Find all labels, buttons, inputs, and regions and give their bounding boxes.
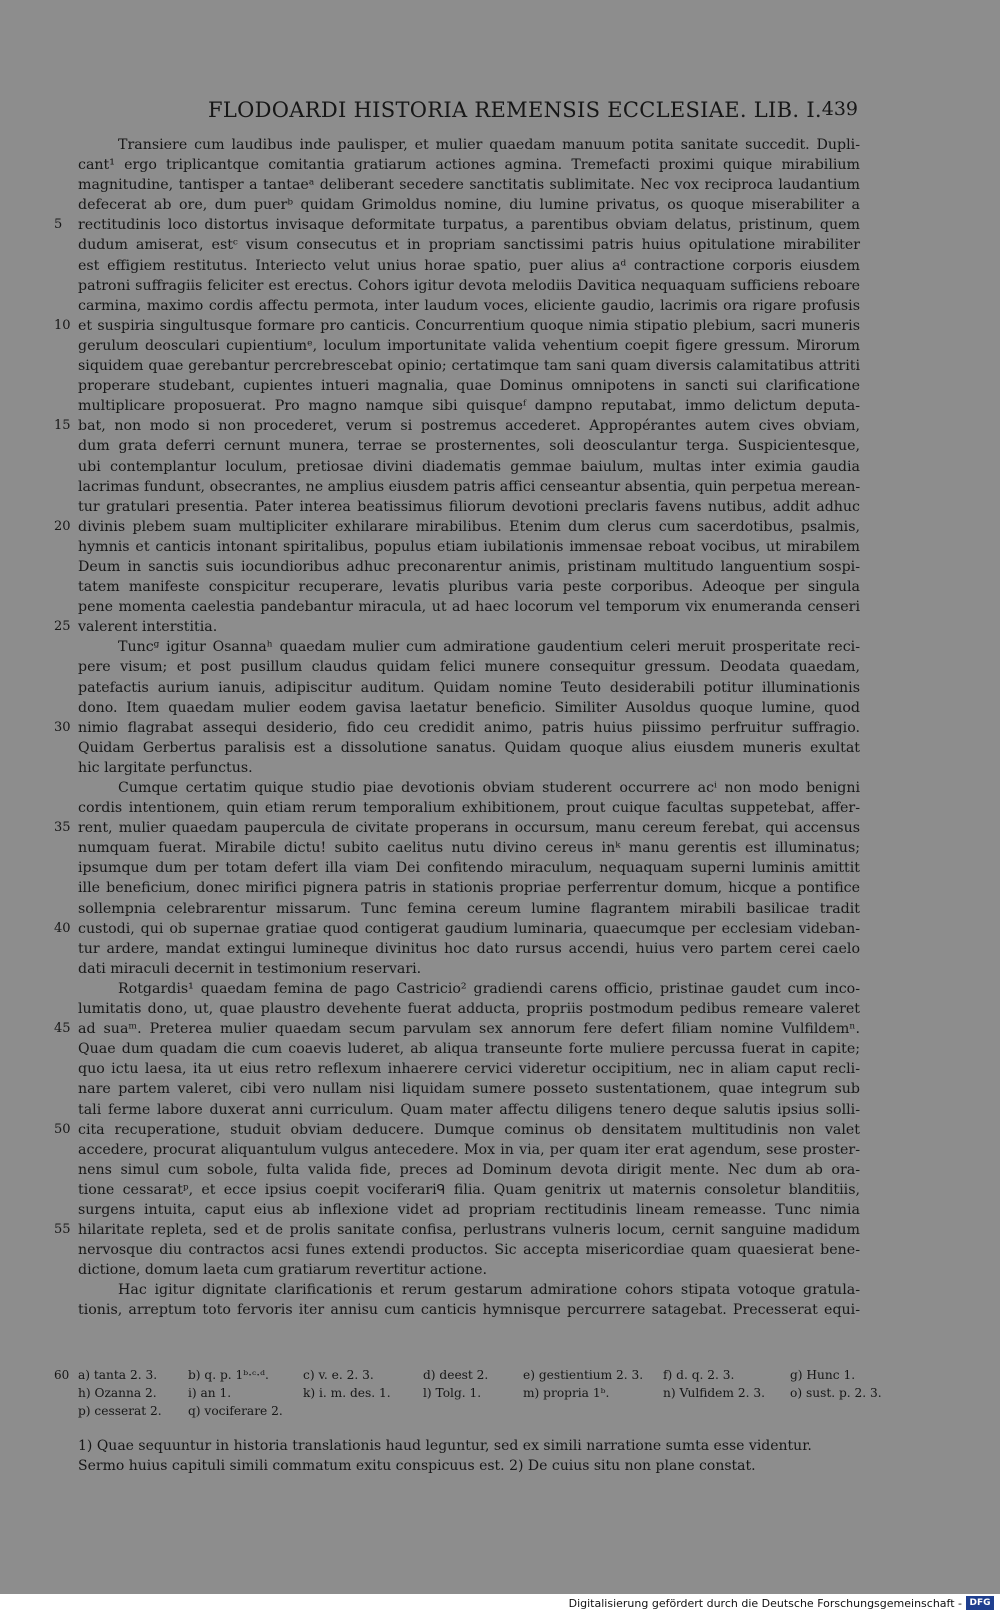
apparatus-note: d) deest 2. (423, 1368, 489, 1382)
text-line (78, 1240, 860, 1260)
line-text: cordis intentionem, quin etiam rerum temporalium exhibitionem, prout cuique facultas suppetebat, affer- (78, 800, 860, 817)
text-line (78, 899, 860, 919)
line-text: hic largitate perfunctus. (78, 759, 253, 776)
text-line (54, 1019, 860, 1039)
text-line (78, 537, 860, 557)
line-text: gerulum deosculari cupientiumᵉ, loculum importunitate valida vehentium coepit figere gressum. Mirorum (78, 337, 860, 354)
text-line (78, 276, 860, 296)
line-text: tali ferme labore duxerat anni curriculum. Quam mater affectu diligens tenero deque salutis ipsius solli- (78, 1101, 860, 1118)
text-line (78, 838, 860, 858)
text-line (78, 356, 860, 376)
text-line (78, 1200, 860, 1220)
apparatus-note: o) sust. p. 2. 3. (790, 1386, 882, 1400)
line-number: 40 (54, 920, 71, 936)
line-text: magnitudine, tantisper a tantaeᵃ deliberant secedere sanctitatis sublimitate. Nec vox reciproca laudantium (78, 177, 860, 194)
line-text: siquidem quae gerebantur percrebrescebat opinio; certatimque tam sani quam diversis calamitatibus attriti (78, 358, 860, 375)
line-text: lumitatis dono, ut, quae plaustro devehente fuerat adducta, propriis postmodum pedibus remeare valeret (78, 1001, 860, 1018)
line-text: lacrimas fundunt, obsecrantes, ne amplius eiusdem patris affici censeantur absentia, quin perpetua merean- (78, 478, 861, 495)
apparatus-note: c) v. e. 2. 3. (303, 1368, 374, 1382)
dfg-logo: DFG (966, 1596, 994, 1610)
line-text: nimio flagrabat assequi desiderio, fido ceu credidit animo, patris huius piissimo perfruitur suffragio. (78, 719, 860, 736)
line-text: tatem manifeste conspicitur recuperare, levatis pluribus varia peste corporibus. Adeoque per singula (78, 579, 860, 596)
line-number: 55 (54, 1222, 71, 1238)
text-line (78, 1140, 860, 1160)
text-line (78, 979, 860, 999)
line-text: custodi, qui ob supernae gratiae quod contigerat gaudium luminaria, quaecumque per ecclesiam videban- (78, 920, 860, 937)
line-number: 45 (54, 1021, 71, 1037)
text-line (78, 999, 860, 1019)
line-text: hymnis et canticis intonant spiritalibus, populus etiam iubilationis immensae reboat vocibus, ut mirabilem (78, 538, 860, 555)
line-text: dati miraculi decernit in testimonium reservari. (78, 960, 422, 977)
footnote-line: 1) Quae sequuntur in historia translationis haud leguntur, sed ex simili narratione sumta esse videntur. (78, 1438, 812, 1454)
line-text: Hac igitur dignitate clarificationis et rerum gestarum admiratione cohors stipata votoque gratula- (118, 1282, 860, 1299)
line-number: 35 (54, 820, 71, 836)
line-text: Quidam Gerbertus paralisis est a dissolutione sanatus. Quidam quoque alius eiusdem muneris exultat (78, 739, 860, 756)
apparatus-note: p) cesserat 2. (78, 1404, 162, 1418)
apparatus-note: f) d. q. 2. 3. (663, 1368, 735, 1382)
apparatus-note: a) tanta 2. 3. (78, 1368, 158, 1382)
apparatus-note: i) an 1. (188, 1386, 232, 1400)
line-text: Deum in sanctis suis iocundioribus adhuc preconarentur animis, pristinam multitudo languentium sospi- (78, 558, 860, 575)
line-text: et suspiria singultusque formare pro canticis. Concurrentium quoque nimia stipatio plebium, sacri muneris (78, 317, 860, 334)
line-text: tur ardere, mandat extingui lumineque divinitus hoc dato rursus accendi, huius vero partem cerei caelo (78, 940, 860, 957)
line-text: properare studebant, cupientes intueri magnalia, quae Dominus omnipotens in sancti sui clarificatione (78, 378, 860, 395)
line-text: tur gratulari presentia. Pater interea beatissimus filiorum devotioni preclaris favens nutibus, addit adhuc (78, 498, 860, 515)
apparatus-note: b) q. p. 1ᵇ·ᶜ·ᵈ. (188, 1368, 269, 1382)
line-number: 25 (54, 619, 71, 635)
text-line (54, 517, 860, 537)
text-line (54, 617, 860, 637)
text-line (78, 1079, 860, 1099)
line-text: Tuncᵍ igitur Osannaʰ quaedam mulier cum admiratione gaudentium celeri meruit prosperitate reci- (118, 639, 860, 656)
line-text: bat, non modo si non procederet, verum si postremus accederet. Appropérantes autem cives obviam, (78, 418, 860, 435)
line-text: pere visum; et post pusillum claudus quidam felici munere consequitur gressum. Deodata quaedam, (78, 659, 860, 676)
text-line (78, 135, 860, 155)
text-line (78, 758, 860, 778)
text-line (78, 175, 860, 195)
text-line (78, 1300, 860, 1320)
text-line (78, 858, 860, 878)
line-text: patefactis aurium ianuis, adipiscitur auditum. Quidam nomine Teuto desiderabili potitur illuminationis (78, 679, 860, 696)
line-number: 10 (54, 317, 71, 333)
text-line (54, 416, 860, 436)
line-text: dictione, domum laeta cum gratiarum revertitur actione. (78, 1262, 488, 1279)
apparatus-note: g) Hunc 1. (790, 1368, 856, 1382)
line-text: accedere, procurat aliquantulum vulgus antecedere. Mox in via, per quam iter erat agendum, sese proster- (78, 1141, 860, 1158)
line-text: ille beneficium, donec mirifici pignera patris in stationis propriae perferrentur domum, hicque a pontifice (78, 880, 860, 897)
text-line (78, 778, 860, 798)
text-line (54, 919, 860, 939)
text-line (78, 457, 860, 477)
line-text: patroni suffragiis feliciter est erectus. Cohors igitur devota melodiis Davitica nequaquam sufficiens reboare (78, 277, 860, 294)
text-line (54, 1120, 860, 1140)
line-text: ipsumque dum per totam defert illa viam Dei confitendo miraculum, nequaquam superni luminis amittit (78, 860, 860, 877)
line-number: 5 (54, 217, 63, 233)
line-text: ubi contemplantur loculum, pretiosae divini diadematis gemmae baiulum, multas inter eximia gaudia (78, 458, 860, 475)
line-text: surgens intuita, caput eius ab inflexione videt ad propriam rectitudinis lineam remeasse. Tunc nimia (78, 1201, 860, 1218)
text-line (54, 316, 860, 336)
text-line (78, 597, 860, 617)
running-title: FLODOARDI HISTORIA REMENSIS ECCLESIAE. LIB. I. (208, 98, 822, 122)
footnotes (78, 1436, 860, 1476)
line-text: rent, mulier quaedam paupercula de civitate properans in occursum, manu cereum ferebat, qui accensus (78, 820, 860, 837)
apparatus-note: m) propria 1ᵇ. (523, 1386, 610, 1400)
footnote-line: Sermo huius capituli simili commatum exitu conspicuus est. 2) De cuius situ non plane constat. (78, 1458, 756, 1474)
text-line (78, 155, 860, 175)
page-header (78, 98, 858, 124)
line-text: divinis plebem suam multipliciter exhilarare mirabilibus. Etenim dum clerus cum sacerdotibus, psalmis, (78, 518, 860, 535)
text-line (78, 557, 860, 577)
line-text: Rotgardis¹ quaedam femina de pago Castricio² gradiendi carens officio, pristinae gaudet cum inco- (118, 980, 860, 997)
text-line (78, 195, 860, 215)
apparatus-line (54, 1366, 860, 1384)
line-text: hilaritate repleta, sed et de prolis sanitate confisa, perlustrans vulneris locum, cernit sanguine madidum (78, 1222, 860, 1239)
line-text: valerent interstitia. (78, 619, 218, 636)
line-number: 30 (54, 719, 71, 735)
line-text: Quae dum quadam die cum coaevis luderet, ab aliqua transeunte forte muliere percussa fuerat in capite; (78, 1041, 860, 1058)
text-line (78, 1039, 860, 1059)
text-line (54, 215, 860, 235)
text-line (78, 1180, 860, 1200)
text-line (78, 256, 860, 276)
apparatus-line (78, 1402, 860, 1420)
line-text: Cumque certatim quique studio piae devotionis obviam studerent occurrere acⁱ non modo benigni (118, 780, 860, 796)
text-line (78, 477, 860, 497)
text-line (78, 577, 860, 597)
text-line (54, 718, 860, 738)
line-text: cita recuperatione, studuit obviam deducere. Dumque cominus ob densitatem multitudinis non valet (78, 1121, 860, 1138)
line-text: nare partem valeret, cibi vero nullam nisi liquidam sumere posseto sustentationem, quae integrum sub (78, 1081, 860, 1098)
text-line (78, 1280, 860, 1300)
line-number: 20 (54, 518, 71, 534)
text-line (78, 1100, 860, 1120)
text-line (78, 959, 860, 979)
text-line (78, 436, 860, 456)
text-line (78, 376, 860, 396)
line-text: defecerat ab ore, dum puerᵇ quidam Grimoldus nomine, diu lumine privatus, os quoque miserabiliter a (78, 197, 860, 214)
page-number: 439 (821, 98, 858, 120)
apparatus-note: h) Ozanna 2. (78, 1386, 157, 1400)
line-number: 60 (54, 1368, 70, 1382)
apparatus-note: q) vociferare 2. (188, 1404, 283, 1418)
text-line (78, 698, 860, 718)
apparatus-note: n) Vulfidem 2. 3. (663, 1386, 765, 1400)
text-line (78, 1160, 860, 1180)
apparatus-note: e) gestientium 2. 3. (523, 1368, 644, 1382)
line-text: nens simul cum sobole, fulta valida fide, preces ad Dominum devota dirigit mente. Nec dum ab ora- (78, 1161, 860, 1178)
line-text: Transiere cum laudibus inde paulisper, et mulier quaedam manuum potita sanitate succedit. Dupli- (118, 137, 860, 153)
line-text: dum grata deferri cernunt munera, terrae se prosternentes, soli deosculantur terga. Suspicientesque, (78, 438, 860, 455)
line-text: carmina, maximo cordis affectu permota, inter laudum voces, eliciente gaudio, lacrimis ora rigare profusis (78, 297, 860, 314)
line-number: 50 (54, 1121, 71, 1137)
line-number: 15 (54, 418, 71, 434)
line-text: dudum amiserat, estᶜ visum consecutus et in propriam sanctissimi patris huius opitulatione mirabiliter (78, 237, 860, 254)
line-text: cant¹ ergo triplicantque comitantia gratiarum actiones agmina. Tremefacti proximi quique mirabilium (78, 157, 860, 174)
text-line (78, 235, 860, 255)
line-text: est effigiem restitutus. Interiecto velut unius horae spatio, puer alius aᵈ contractione corporis eiusdem (78, 257, 860, 274)
text-line (78, 1260, 860, 1280)
text-line (54, 818, 860, 838)
main-text (54, 135, 861, 1321)
digitization-credit: Digitalisierung gefördert durch die Deutsche Forschungsgemeinschaft - (568, 1597, 962, 1610)
text-line (78, 738, 860, 758)
line-text: pene momenta caelestia pandebantur miracula, ut ad haec locorum vel temporum vix enumeranda censeri (78, 599, 860, 616)
text-line (78, 878, 860, 898)
text-line (78, 296, 860, 316)
text-line (54, 1220, 860, 1240)
text-line (78, 798, 860, 818)
text-line (78, 336, 860, 356)
line-text: multiplicare proposuerat. Pro magno namque sibi quisqueᶠ dampno reputabat, immo delictum deputa- (78, 398, 860, 415)
line-text: sollempnia celebrarentur missarum. Tunc femina cereum lumine flagrantem mirabili basilicae tradit (78, 900, 860, 917)
line-text: dono. Item quaedam mulier eodem gavisa laetatur beneficio. Similiter Ausoldus quoque lumine, quod (78, 699, 860, 716)
line-text: tionis, arreptum toto fervoris iter annisu cum canticis hymnisque percurrere satagebat. Precesserat equi- (78, 1302, 860, 1319)
line-text: rectitudinis loco distortus invisaque deformitate turpatus, a parentibus obviam delatus, pristinum, quem (78, 217, 860, 234)
line-text: nervosque diu contractos acsi funes extendi productos. Sic accepta misericordiae quam quaesierat bene- (78, 1242, 860, 1259)
line-text: tione cessaratᵖ, et ecce ipsius coepit vociferariᑫ filia. Quam genitrix ut maternis consoletur blanditiis, (78, 1181, 860, 1198)
critical-apparatus (54, 1366, 882, 1420)
line-text: numquam fuerat. Mirabile dictu! subito caelitus nutu divino cereus inᵏ manu gerentis est illuminatus; (78, 840, 860, 857)
line-text: ad suaᵐ. Preterea mulier quaedam secum parvulam sex annorum fere defert filiam nomine Vulfildemⁿ. (78, 1021, 860, 1038)
text-line (78, 497, 860, 517)
apparatus-line (78, 1384, 882, 1402)
text-line (78, 678, 860, 698)
apparatus-note: l) Tolg. 1. (423, 1386, 482, 1400)
apparatus-note: k) i. m. des. 1. (303, 1386, 391, 1400)
line-text: quo ictu laesa, ita ut eius retro reflexum inhaerere cervici videretur occipitium, nec in aliam caput recli- (78, 1061, 860, 1078)
text-line (78, 939, 860, 959)
text-line (78, 1059, 860, 1079)
text-line (78, 637, 860, 657)
text-line (78, 396, 860, 416)
text-line (78, 657, 860, 677)
